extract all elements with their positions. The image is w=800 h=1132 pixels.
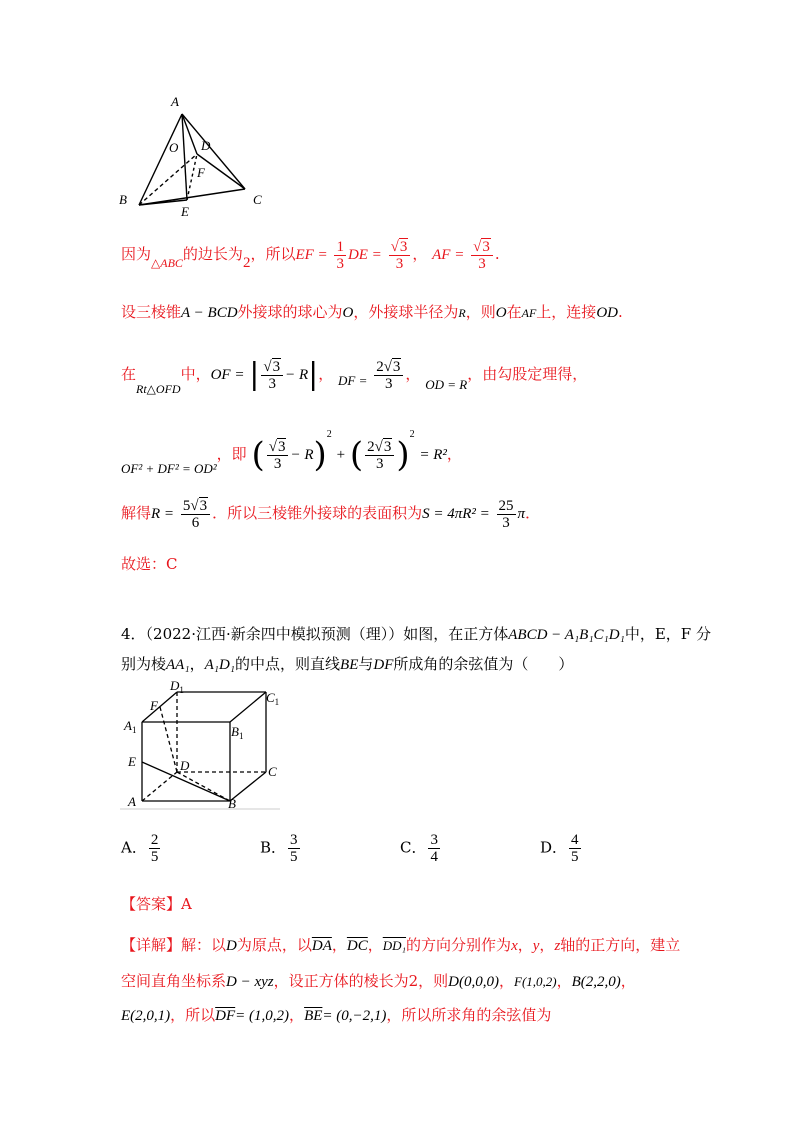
label-O: O	[169, 140, 179, 155]
question-4-line-2: 别为棱AA₁，A₁D₁的中点，则直线BE与DF所成角的余弦值为（ ）	[121, 655, 574, 673]
label-C: C	[268, 764, 277, 779]
label-A: A	[171, 94, 179, 109]
label-A1: $A_1$	[124, 718, 137, 735]
detail-line-3: E(2,0,1)，所以$\overline{DF}= (1,0,2)$，$\overline{BE}= (0,-2,1)$，所以所求角的余弦值为	[121, 1006, 552, 1024]
label-C1: $C_1$	[266, 690, 280, 707]
answer-label: 【答案】A	[121, 895, 192, 913]
label-E: E	[128, 754, 136, 769]
fraction-one-third: $\frac{1}{3}$	[336, 238, 344, 272]
cube-figure	[120, 676, 290, 816]
detail-line-2: 空间直角坐标系D − xyz，设正方体的棱长为2，则D(0,0,0)，F(1,0,2)，B(2,2,0)，	[121, 972, 636, 990]
label-C: C	[253, 192, 262, 207]
solution-line-4: OF² + DF² = OD²，即 ( $\frac{√3}{3}$ − R)$^2$ + ( $\frac{2√3}{3}$ )$^2$ = R²，	[121, 429, 462, 476]
label-E: E	[181, 204, 189, 219]
label-F: F	[197, 165, 205, 180]
label-D: D	[201, 138, 211, 153]
label-F: F	[150, 698, 158, 713]
fraction-sqrt3-over-3: $\frac{√3}{3}$	[389, 238, 411, 272]
solution-line-3: 在$_{Rt\triangle OFD}$中，OF = | $\frac{√3}{3}$ − R|， DF = $\frac{2√3}{3}$ ， OD = R，由勾股定理得，	[121, 357, 588, 396]
option-c[interactable]: C． $\frac{3}{4}$	[400, 832, 438, 865]
solution-line-5: 解得R = $\frac{5√3}{6}$ ．所以三棱锥外接球的表面积为S = 4πR² = $\frac{25}{3}$ π．	[121, 497, 541, 531]
label-D: D	[180, 758, 190, 773]
label-A: A	[128, 794, 136, 809]
label-B1: $B_1$	[231, 724, 244, 741]
answer-choice: 故选：C	[121, 555, 178, 573]
tetrahedron-figure	[115, 92, 275, 220]
option-d[interactable]: D． $\frac{4}{5}$	[540, 832, 579, 865]
label-D1: $D_1$	[170, 678, 184, 695]
label-B: B	[228, 796, 236, 811]
fraction-sqrt3-over-3-b: $\frac{√3}{3}$	[471, 238, 493, 272]
option-b[interactable]: B． $\frac{3}{5}$	[260, 832, 298, 865]
solution-line-1: 因为$_{\triangle ABC}$的边长为2，所以EF = $\frac{1}{3}$ DE = $\frac{√3}{3}$ ， AF = $\frac{√3}{3}$ .	[121, 238, 500, 272]
detail-line-1: 【详解】解：以D为原点，以$\overline{DA}$，$\overline{DC}$，DD₁的方向分别作为x，y，z轴的正方向，建立	[121, 936, 681, 954]
solution-line-2: 设三棱锥A − BCD外接球的球心为O，外接球半径为R，则O在AF上，连接OD.	[121, 303, 623, 321]
question-4-line-1: 4．（2022·江西·新余四中模拟预测（理））如图，在正方体ABCD − A₁B₁C₁D₁中，E，F 分	[121, 625, 711, 643]
label-B: B	[119, 192, 127, 207]
option-a[interactable]: A． $\frac{2}{5}$	[121, 832, 159, 865]
